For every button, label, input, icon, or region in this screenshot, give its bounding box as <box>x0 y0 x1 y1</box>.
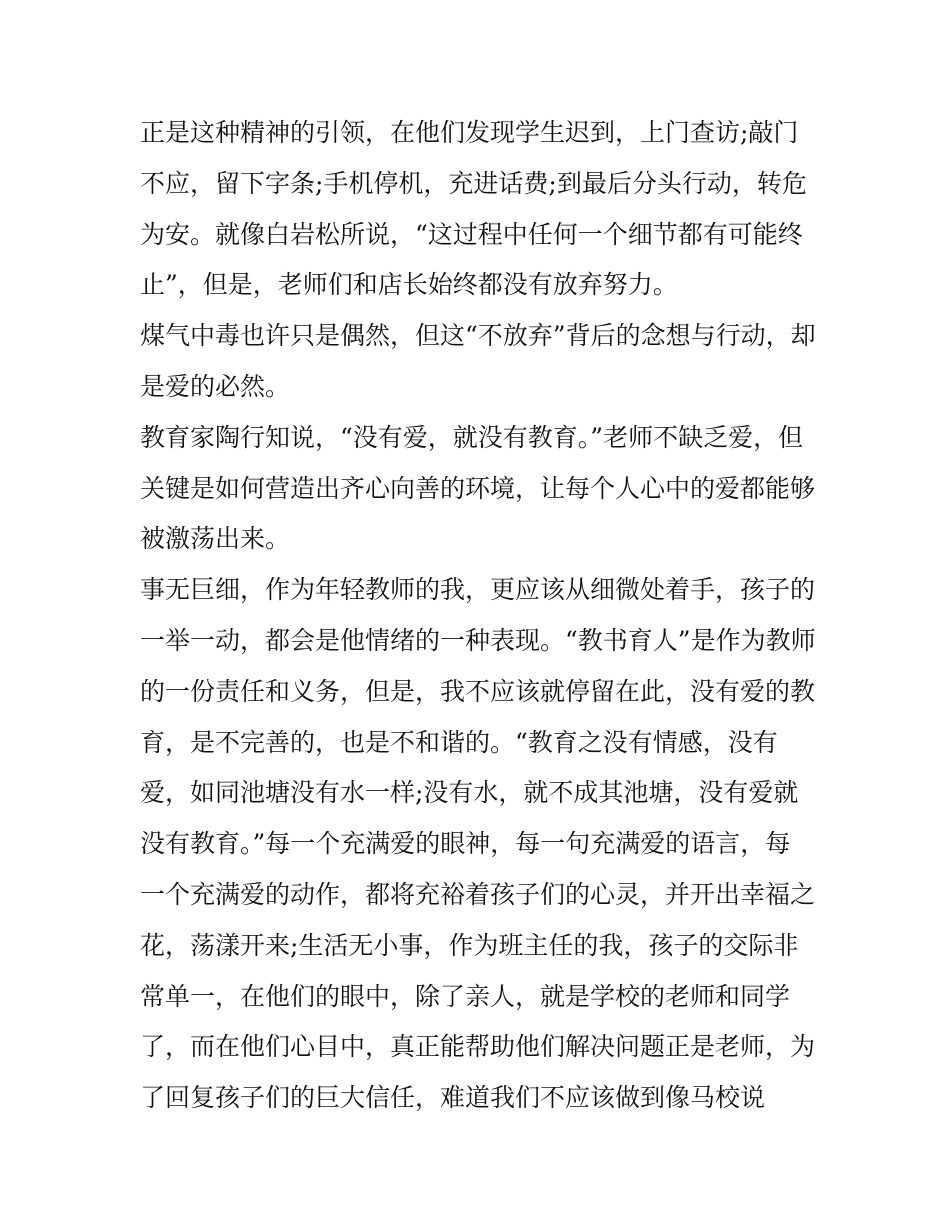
text-line: 爱，如同池塘没有水一样;没有水，就不成其池塘，没有爱就 <box>140 778 799 808</box>
text-line: 的一份责任和义务，但是，我不应该就停留在此，没有爱的教 <box>140 676 816 706</box>
text-line: 正是这种精神的引领，在他们发现学生迟到，上门查访;敲门 <box>140 118 799 147</box>
text-line: 事无巨细，作为年轻教师的我，更应该从细微处着手，孩子的 <box>140 575 816 605</box>
text-line: 为安。就像白岩松所说，“这过程中任何一个细节都有可能终 <box>140 219 803 249</box>
text-line: 没有教育。”每一个充满爱的眼神，每一句充满爱的语言，每 <box>140 829 791 859</box>
text-line: 了，而在他们心目中，真正能帮助他们解决问题正是老师，为 <box>140 1032 816 1062</box>
text-line: 育，是不完善的，也是不和谐的。“教育之没有情感，没有 <box>140 727 778 757</box>
text-line: 一个充满爱的动作，都将充裕着孩子们的心灵，并开出幸福之 <box>140 879 816 909</box>
text-line: 常单一，在他们的眼中，除了亲人，就是学校的老师和同学 <box>140 981 791 1011</box>
text-line: 止”，但是，老师们和店长始终都没有放弃努力。 <box>140 270 678 300</box>
text-line: 一举一动，都会是他情绪的一种表现。“教书育人”是作为教师 <box>140 625 816 655</box>
text-line: 了回复孩子们的巨大信任，难道我们不应该做到像马校说 <box>140 1083 766 1113</box>
text-line: 被激荡出来。 <box>140 524 291 554</box>
text-line: 关键是如何营造出齐心向善的环境，让每个人心中的爱都能够 <box>140 473 816 503</box>
text-line: 煤气中毒也许只是偶然，但这“不放弃”背后的念想与行动，却 <box>140 321 816 351</box>
text-line: 教育家陶行知说，“没有爱，就没有教育。”老师不缺乏爱，但 <box>140 422 804 452</box>
body-text <box>140 108 820 1124</box>
text-line: 花，荡漾开来;生活无小事，作为班主任的我，孩子的交际非 <box>140 930 799 960</box>
text-line: 是爱的必然。 <box>140 371 291 401</box>
text-line: 不应，留下字条;手机停机，充进话费;到最后分头行动，转危 <box>140 168 807 198</box>
